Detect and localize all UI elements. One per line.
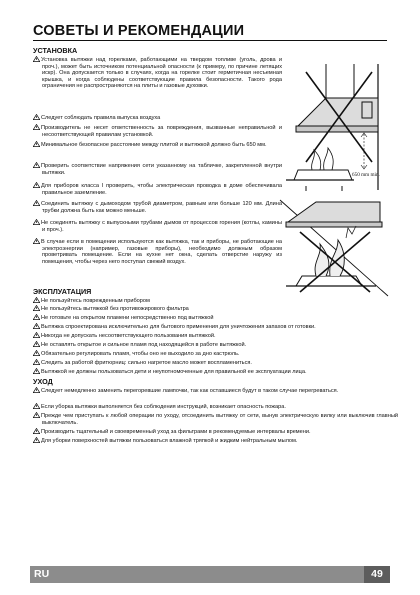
- warning-icon: [33, 323, 40, 329]
- open-flame-figure: [276, 198, 392, 298]
- care-item-3: Прежде чем приступать к любой операции по уходу, отсоединить вытяжку от сети, вынув электрическую вилку или выключив главный выключатель.: [33, 412, 398, 426]
- operation-item-6: Не оставлять открытое и сильное пламя под находящейся в работе вытяжкой.: [33, 341, 398, 349]
- warning-icon: [33, 200, 40, 206]
- warning-icon: [33, 219, 40, 225]
- page-footer: [30, 566, 390, 583]
- section-heading-care: УХОД: [33, 377, 53, 386]
- operation-item-5: Никогда не допускать несоответствующего пользования вытяжкой.: [33, 332, 398, 340]
- operation-item-9: Вытяжкой не должны пользоваться дети и неупотномоченные для правильной ее эксплуатации лица.: [33, 368, 398, 376]
- operation-item-2: Не пользуйтесь вытяжкой без противожирового фильтра: [33, 305, 398, 313]
- operation-item-1: Не пользуйтесь поврежденным прибором: [33, 297, 398, 305]
- install-item-6: Для приборов класса I проверить, чтобы электрическая проводка в доме обеспечивала правильное заземление.: [33, 182, 282, 196]
- page-number: 49: [364, 566, 390, 583]
- language-code: RU: [34, 568, 50, 580]
- warning-icon: [33, 387, 40, 393]
- warning-icon: [33, 350, 40, 356]
- warning-icon: [33, 314, 40, 320]
- warning-icon: [33, 368, 40, 374]
- section-heading-operation: ЭКСПЛУАТАЦИЯ: [33, 287, 92, 296]
- care-item-2: Если уборка вытяжки выполняется без соблюдения инструкций, возникает опасность пожара.: [33, 403, 398, 411]
- warning-icon: [33, 297, 40, 303]
- care-item-5: Для уборки поверхностей вытяжки пользоваться влажной тряпкой и жидким нейтральным мылом.: [33, 437, 398, 445]
- install-item-4: Минимальное безопасное расстояние между плитой и вытяжкой должно быть 650 мм.: [33, 141, 282, 149]
- install-item-9: В случае если в помещении используются как вытяжка, так и приборы, не работающие на электроэнергии (например, газовые приборы), необходимо должным образом проветривать помещение. Если на кухне нет окна, сделать отверстие наружу из помещения, чтобы через него поступал свежий воздух.: [33, 238, 282, 265]
- warning-icon: [33, 114, 40, 120]
- warning-icon: [33, 141, 40, 147]
- install-item-1: Установка вытяжки над горелками, работающими на твердом топливе (уголь, дрова и проч.), может быть источником потенциальной опасности (к примеру, по причине летящих искр). Она допускается только в случаях, когда на горелке стоит герметичная несъемная крышка, и когда соблюдены соответствующие правила безопасности. Такого рода ограничения не распространяются на плиты и газовые духовки.: [33, 56, 282, 90]
- warning-icon: [33, 238, 40, 244]
- install-item-2: Следует соблюдать правила выпуска воздуха: [33, 114, 282, 122]
- warning-icon: [33, 56, 40, 62]
- warning-icon: [33, 182, 40, 188]
- warning-icon: [33, 124, 40, 130]
- install-item-5: Проверить соответствие напряжения сети указанному на табличке, закрепленной внутри вытяжки.: [33, 162, 282, 176]
- warning-icon: [33, 428, 40, 434]
- warning-icon: [33, 162, 40, 168]
- warning-icon: [33, 332, 40, 338]
- warning-icon: [33, 359, 40, 365]
- operation-item-7: Обязательно регулировать пламя, чтобы оно не выходило за дно кастрюль.: [33, 350, 398, 358]
- warning-icon: [33, 403, 40, 409]
- warning-icon: [33, 412, 40, 418]
- operation-item-3: Не готовьте на открытом пламени непосредственно под вытяжкой: [33, 314, 398, 322]
- page-title: СОВЕТЫ И РЕКОМЕНДАЦИИ: [33, 23, 387, 41]
- install-item-7: Соединить вытяжку с дымоходом трубой диаметром, равным или больше 120 мм. Длина трубки должна быть как можно меньше.: [33, 200, 282, 214]
- operation-item-4: Вытяжка спроектирована исключительно для бытового применения для уничтожения запахов от готовки.: [33, 323, 398, 331]
- care-item-1: Следует немедленно заменить перегоревшие лампочки, так как оставшиеся будут в таком случае перегреваться.: [33, 387, 398, 395]
- distance-label: 650 mm min.: [352, 172, 380, 178]
- operation-item-8: Следить за работой фритюрниц: сильно нагретое масло может воспламениться.: [33, 359, 398, 367]
- install-item-8: Не соединять вытяжку с выпускными трубами дымов от процессов горения (котлы, камины и проч.).: [33, 219, 282, 233]
- care-item-4: Производить тщательный и своевременный уход за фильтрами в рекомендуемые интервалы времени.: [33, 428, 398, 436]
- install-item-3: Производитель не несет ответственность за повреждения, вызванные неправильной и несоответствующей правилам установкой.: [33, 124, 282, 138]
- warning-icon: [33, 341, 40, 347]
- warning-icon: [33, 305, 40, 311]
- warning-icon: [33, 437, 40, 443]
- section-heading-install: УСТАНОВКА: [33, 46, 78, 55]
